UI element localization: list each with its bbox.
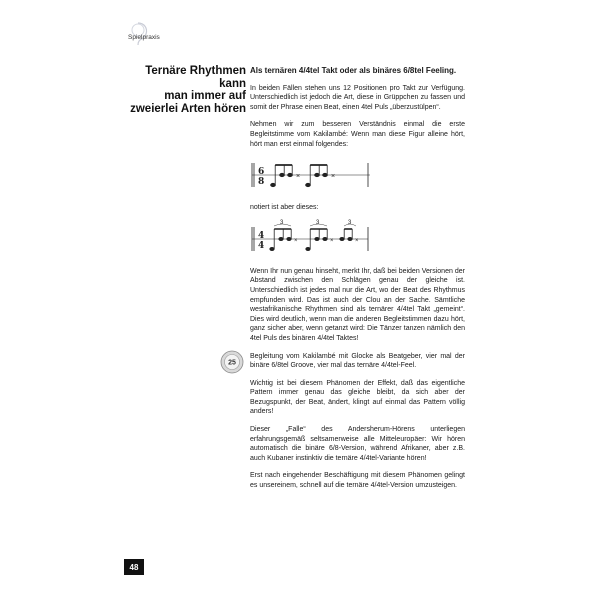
- svg-text:×: ×: [331, 173, 336, 181]
- paragraph: Wichtig ist bei diesem Phänomen der Effekt, daß das eigentliche Pattern immer genau das gleiche bleibt, da sich aber der Bezugspunkt, der Beat, ändert, klingt auf einmal das Pattern völlig anders!: [250, 379, 465, 416]
- page-number: 48: [124, 559, 144, 575]
- triplet-mark: 3: [280, 219, 284, 226]
- svg-text:4: 4: [258, 240, 265, 251]
- svg-text:×: ×: [296, 173, 301, 181]
- paragraph: Wenn Ihr nun genau hinseht, merkt Ihr, daß bei beiden Versionen der Abstand zwischen den Schlägen genau der gleiche ist. Unterschiedlich ist jedes mal nur die Art, wo der Beat des Rhythmus empfunden wird. Das ist auch der Clou an der Sache. Sämtliche westafrikanische Rhythmen sind als ternärer 4/4tel Takt „gemeint“. Dies wird deutlich, wenn man die anderen Begleitstimmen dazu hört, ganz sicher aber, wenn getanzt wird: Die Tänzer tanzen nämlich den 4tel Puls des binären 4/4tel Taktes!: [250, 267, 465, 342]
- cd-note: [228, 352, 465, 371]
- sidebar-title-line: man immer auf: [164, 90, 246, 102]
- triplet-mark: 3: [348, 219, 352, 226]
- sidebar-title: [116, 65, 246, 115]
- notation-caption: notiert ist aber dieses:: [250, 204, 319, 212]
- svg-text:8: 8: [258, 177, 265, 188]
- section-label: Spielpraxis: [128, 34, 160, 41]
- paragraph: Dieser „Falle“ des Andersherum-Hörens unterliegen erfahrungsgemäß seltsamerweise alle Mitteleuropäer: Wir hören automatisch die binäre 6/8-Version, während Afrikaner, aber z.B. auch Kubaner instinktiv die ternäre 4/4tel-Variante hören!: [250, 426, 465, 462]
- paragraph: In beiden Fällen stehen uns 12 Positionen pro Takt zur Verfügung. Unterschiedlich ist jedoch die Art, diese in Grüppchen zu fassen und somit der Phrase einen Beat, einen 4tel Puls „überzustülpen“.: [250, 84, 465, 111]
- svg-text:×: ×: [355, 237, 359, 244]
- notation-6-8: [250, 157, 380, 193]
- main-column: [228, 66, 465, 499]
- subheading: Als ternären 4/4tel Takt oder als binäres 6/8tel Feeling.: [250, 66, 457, 75]
- cd-note-text: Begleitung vom Kakilambé mit Glocke als Beatgeber, vier mal der binäre 6/8tel Groove, vier mal das ternäre 4/4tel-Feel.: [250, 352, 465, 370]
- sidebar-title-line: Ternäre Rhythmen kann: [145, 65, 246, 90]
- paragraph: Erst nach eingehender Beschäftigung mit diesem Phänomen gelingt es unsereinem, schnell auf die ternäre 4/4tel-Version umzusteigen.: [250, 472, 465, 490]
- triplet-mark: 3: [316, 219, 320, 226]
- cd-track-number: 25: [228, 359, 236, 366]
- paragraph: Nehmen wir zum besseren Verständnis einmal die erste Begleitstimme vom Kakilambé: Wenn man diese Figur alleine hört, hört man erst einmal folgendes:: [250, 121, 465, 148]
- svg-text:6: 6: [258, 167, 265, 178]
- svg-text:×: ×: [294, 237, 298, 244]
- cd-icon: [220, 350, 244, 374]
- svg-text:×: ×: [330, 237, 334, 244]
- notation-4-4: [250, 217, 390, 257]
- svg-text:4: 4: [258, 230, 265, 241]
- sidebar-title-line: zweierlei Arten hören: [130, 102, 246, 115]
